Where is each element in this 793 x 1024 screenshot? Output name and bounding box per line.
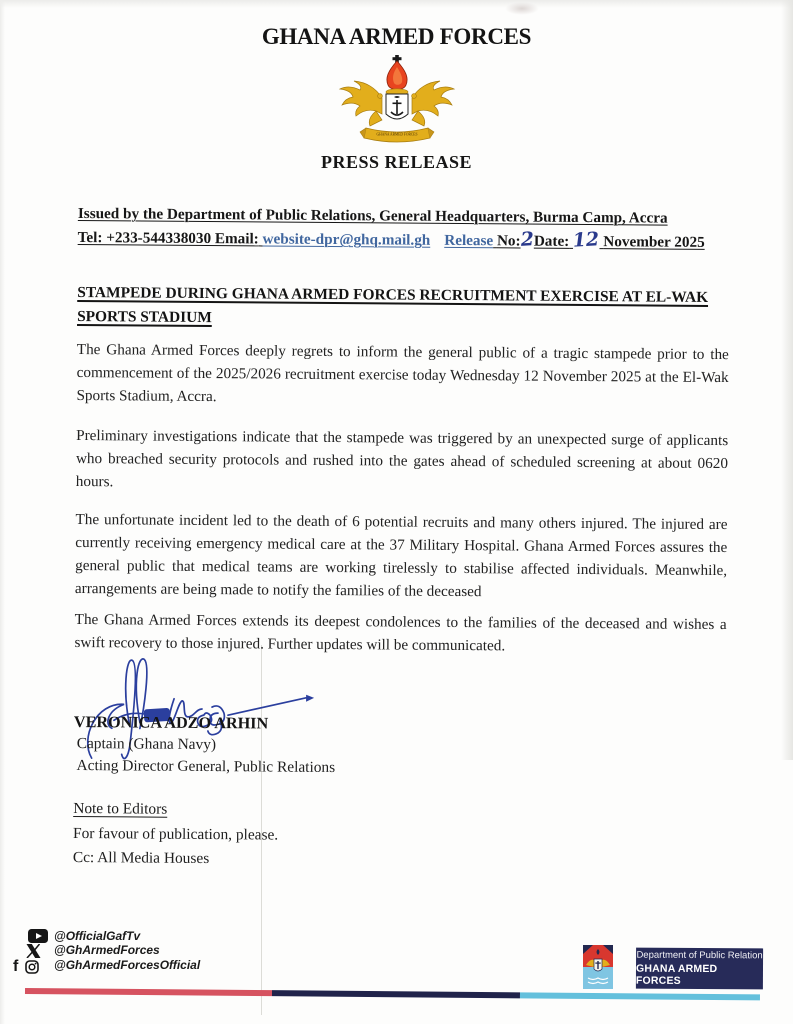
scan-smudge <box>505 2 539 15</box>
youtube-icon <box>28 929 48 943</box>
issued-by-line: Issued by the Department of Public Relations, General Headquarters, Burma Camp, Accra <box>77 204 668 227</box>
paragraph-2: Preliminary investigations indicate that the stampede was triggered by an unexpected surge of applicants who breached security protocols and rushed into the gates ahead of scheduled screening at about 0620 hours. <box>75 426 729 491</box>
doc-type-title: PRESS RELEASE <box>320 152 473 172</box>
tel-email-label: Tel: +233-544338030 Email: <box>77 228 259 248</box>
facebook-icon: f <box>13 958 19 975</box>
note-line-2: Cc: All Media Houses <box>72 848 210 868</box>
social-handle-facebook-instagram: @GhArmedForcesOfficial <box>54 958 201 972</box>
footer-tricolor-stripe <box>25 988 760 1000</box>
signatory-rank: Captain (Ghana Navy) <box>76 735 217 754</box>
paragraph-4: The Ghana Armed Forces extends its deepest condolences to the families of the deceased and wishes a swift recovery to those injured. Further updates will be communicated. <box>74 610 727 655</box>
release-label: Release <box>444 231 494 250</box>
badge-org-label: GHANA ARMED FORCES <box>635 962 718 987</box>
paragraph-3: The unfortunate incident led to the death of 6 potential recruits and many others injured. The injured are currently receiving emergency medical care at the 37 Military Hospital. Ghana Armed Forces assures the general public that medical teams are working tirelessly to stabilise affected individuals. Meanwhile, arrangements are being made to notify the families of the deceased <box>74 510 728 601</box>
signatory-name: VERONICA ADZO ARHIN <box>73 712 269 733</box>
social-handle-x: @GhArmedForces <box>54 943 160 957</box>
paragraph-1: The Ghana Armed Forces deeply regrets to inform the general public of a tragic stampede prior to the commencement of the 2025/2026 recruitment exercise today Wednesday 12 November 2025 at the El-Wak Sports Stadium, Accra. <box>76 340 729 406</box>
crest-banner-text: GHANA ARMED FORCES <box>376 132 418 137</box>
org-title: GHANA ARMED FORCES <box>261 24 532 49</box>
issued-by-block <box>78 202 730 255</box>
document-body <box>72 202 730 868</box>
release-no-handwritten: 2 <box>519 228 535 251</box>
date-rest: November 2025 <box>603 233 705 251</box>
stripe-blue-segment <box>520 992 760 1000</box>
release-no-label: No: <box>496 232 521 250</box>
social-handle-youtube: @OfficialGafTv <box>54 929 141 943</box>
stripe-red-segment <box>25 988 272 996</box>
ghana-armed-forces-crest-icon <box>336 54 458 148</box>
dpr-unit-logo-icon <box>583 945 613 989</box>
date-label: Date: <box>533 232 570 250</box>
x-icon <box>26 944 41 958</box>
stripe-navy-segment <box>272 990 520 998</box>
signatory-title: Acting Director General, Public Relations <box>76 757 336 777</box>
scan-edge-right <box>781 0 793 760</box>
dpr-badge <box>636 948 763 990</box>
date-day-handwritten: 12 <box>572 228 601 252</box>
badge-dept-label: Department of Public Relation <box>636 949 763 962</box>
headline: STAMPEDE DURING GHANA ARMED FORCES RECRUITMENT EXERCISE AT EL-WAK SPORTS STADIUM <box>77 283 709 327</box>
note-line-1: For favour of publication, please. <box>72 824 279 844</box>
scan-edge-top <box>0 0 793 8</box>
email-link: website-dpr@ghq.mail.gh <box>262 230 431 249</box>
note-to-editors-heading: Note to Editors <box>73 799 168 818</box>
instagram-icon <box>25 960 39 974</box>
